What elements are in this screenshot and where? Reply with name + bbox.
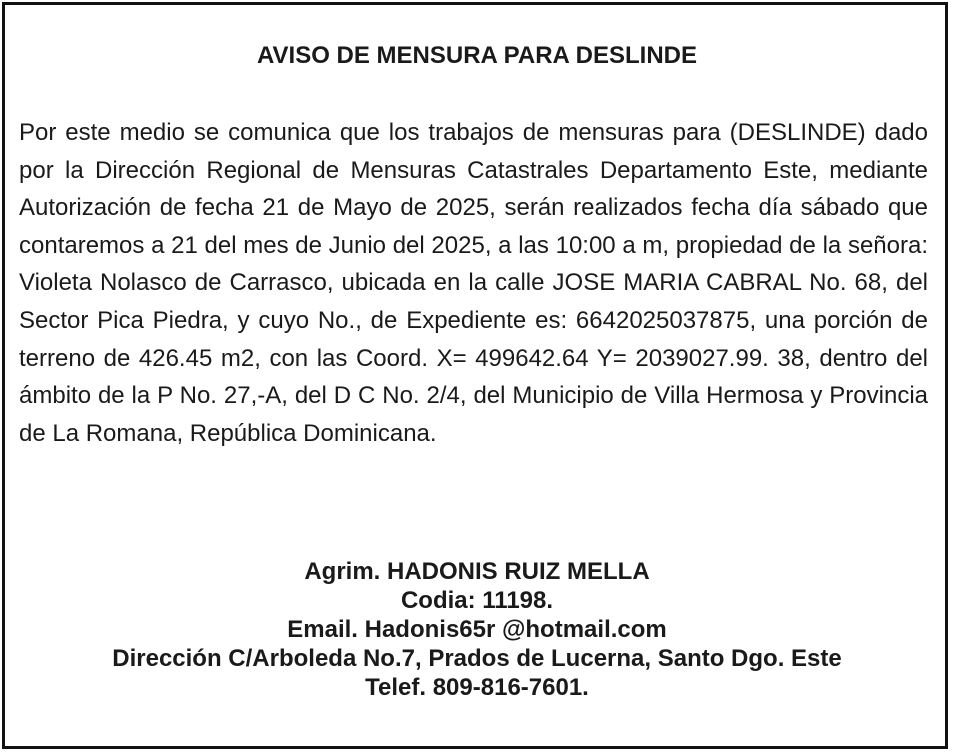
email-address: Email. Hadonis65r @hotmail.com (287, 616, 667, 643)
postal-address: Dirección C/Arboleda No.7, Prados de Lucerna, Santo Dgo. Este (112, 645, 842, 672)
signature-block (0, 557, 954, 702)
phone-number: Telef. 809-816-7601. (365, 674, 589, 701)
surveyor-name: Agrim. HADONIS RUIZ MELLA (304, 558, 650, 585)
notice-body: Por este medio se comunica que los trabajos de mensuras para (DESLINDE) dado por la Dirección Regional de Mensuras Catastrales Departamento Este, mediante Autorización de fecha 21 de Mayo de 2025, serán realizados fecha día sábado que contaremos a 21 del mes de Junio del 2025, a las 10:00 a m, propiedad de la señora: Violeta Nolasco de Carrasco, ubicada en la calle JOSE MARIA CABRAL No. 68, del Sector Pica Piedra, y cuyo No., de Expediente es: 6642025037875, una porción de terreno de 426.45 m2, con las Coord. X= 499642.64 Y= 2039027.99. 38, dentro del ámbito de la P No. 27,-A, del D C No. 2/4, del Municipio de Villa Hermosa y Provincia de La Romana, República Dominicana. (19, 119, 928, 447)
codia-number: Codia: 11198. (400, 587, 554, 614)
notice-title: AVISO DE MENSURA PARA DESLINDE (256, 42, 698, 69)
